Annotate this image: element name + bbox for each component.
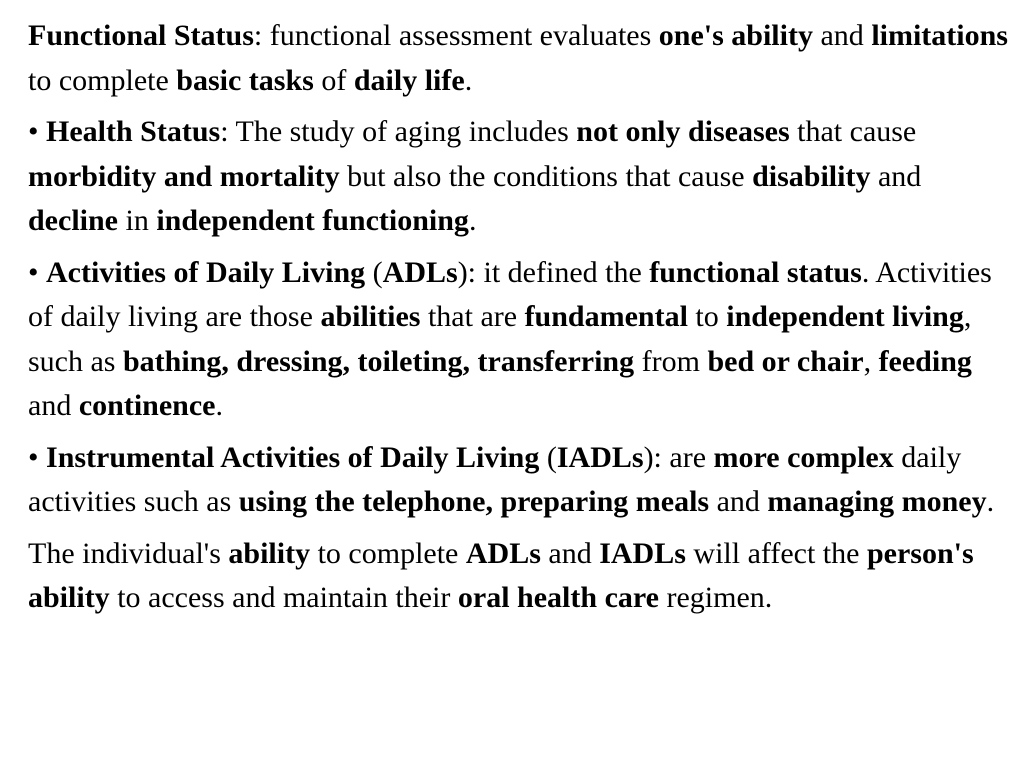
- text-segment: •: [28, 440, 47, 474]
- text-segment: regimen.: [658, 581, 773, 614]
- bold-term: basic tasks: [176, 63, 314, 97]
- bold-term: disability: [752, 159, 871, 193]
- text-segment: .: [464, 63, 473, 97]
- text-segment: . Activities of daily living are those: [28, 255, 992, 333]
- bold-term: IADLs: [556, 440, 644, 474]
- bold-term: continence: [78, 389, 216, 422]
- text-segment: of: [313, 63, 354, 97]
- text-segment: •: [28, 255, 47, 289]
- text-segment: ,: [863, 344, 879, 378]
- text-segment: and: [812, 19, 872, 52]
- text-segment: •: [28, 115, 47, 148]
- text-segment: (: [365, 255, 383, 289]
- paragraph-oral-health-summary: [28, 532, 1012, 621]
- text-segment: that are: [420, 300, 525, 333]
- bold-term: morbidity and mortality: [28, 159, 340, 193]
- text-segment: to complete: [28, 63, 177, 97]
- bold-term: using the telephone, preparing meals: [238, 485, 710, 518]
- paragraph-iadls: [28, 436, 1012, 525]
- bold-term: ADLs: [382, 255, 458, 289]
- bold-term: decline: [28, 204, 118, 237]
- bold-term: Functional Status: [28, 19, 254, 52]
- bold-term: IADLs: [599, 536, 686, 570]
- bold-term: feeding: [878, 344, 972, 378]
- text-segment: and: [28, 389, 79, 422]
- bold-term: Instrumental Activities of Daily Living: [46, 440, 540, 474]
- text-segment: and: [709, 485, 768, 518]
- bold-term: person's ability: [28, 536, 974, 614]
- bold-term: ADLs: [465, 536, 541, 570]
- text-segment: .: [986, 485, 995, 518]
- bold-term: limitations: [871, 19, 1008, 52]
- text-segment: ): are: [643, 440, 714, 474]
- text-segment: to complete: [310, 536, 466, 570]
- text-segment: in: [118, 204, 157, 237]
- bold-term: bed or chair: [707, 344, 864, 378]
- text-segment: will affect the: [685, 536, 867, 570]
- text-segment: to access and maintain their: [109, 581, 458, 614]
- paragraph-health-status: [28, 110, 1012, 244]
- bold-term: independent living: [726, 300, 964, 333]
- text-segment: ): it defined the: [457, 255, 650, 289]
- text-segment: .: [215, 389, 223, 422]
- bold-term: independent functioning: [156, 204, 469, 237]
- bold-term: abilities: [320, 300, 421, 333]
- bold-term: one's ability: [658, 19, 813, 52]
- text-segment: and: [540, 536, 600, 570]
- text-segment: and: [870, 159, 922, 193]
- text-segment: : The study of aging includes: [220, 115, 577, 148]
- bold-term: daily life: [353, 63, 465, 97]
- text-segment: : functional assessment evaluates: [253, 19, 659, 52]
- bold-term: fundamental: [524, 300, 688, 333]
- text-segment: from: [634, 344, 708, 378]
- bold-term: functional status: [649, 255, 862, 289]
- text-segment: The individual's: [28, 536, 229, 570]
- bold-term: not only diseases: [576, 115, 790, 148]
- slide-body: [28, 14, 1012, 628]
- bold-term: managing money: [767, 485, 987, 518]
- paragraph-adls: [28, 251, 1012, 429]
- bold-term: Health Status: [46, 115, 221, 148]
- bold-term: Activities of Daily Living: [46, 255, 366, 289]
- text-segment: that cause: [789, 115, 917, 148]
- text-segment: to: [687, 300, 727, 333]
- text-segment: .: [468, 204, 477, 237]
- bold-term: bathing, dressing, toileting, transferring: [122, 344, 635, 378]
- bold-term: oral health care: [457, 581, 659, 614]
- text-segment: daily activities such as: [28, 440, 962, 518]
- paragraph-functional-status: [28, 14, 1012, 103]
- text-segment: (: [539, 440, 557, 474]
- bold-term: more complex: [713, 440, 894, 474]
- bold-term: ability: [228, 536, 311, 570]
- text-segment: , such as: [28, 300, 972, 378]
- text-segment: but also the conditions that cause: [339, 159, 753, 193]
